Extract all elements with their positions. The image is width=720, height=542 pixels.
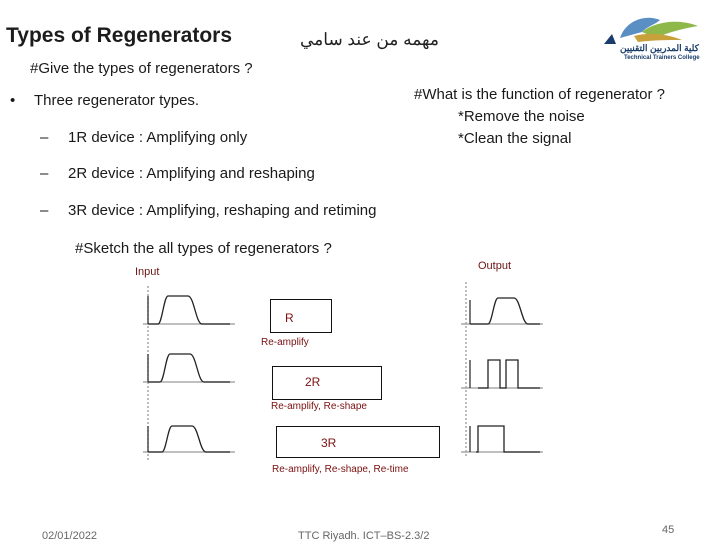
college-logo bbox=[598, 10, 706, 66]
regen-label-r: R bbox=[285, 311, 294, 325]
bullet-text: Three regenerator types. bbox=[34, 92, 200, 109]
regen-box-3r bbox=[276, 426, 440, 458]
footer-date: 02/01/2022 bbox=[42, 530, 98, 542]
answer-remove-noise: *Remove the noise bbox=[458, 108, 585, 125]
output-label: Output bbox=[478, 260, 512, 272]
question-function: #What is the function of regenerator ? bbox=[414, 86, 665, 103]
regen-box-r bbox=[270, 299, 332, 333]
dash-marker: – bbox=[40, 129, 49, 146]
regen-label-3r: 3R bbox=[321, 436, 337, 450]
type-item-3r bbox=[40, 202, 377, 219]
caption-2r: Re-amplify, Re-shape bbox=[271, 401, 367, 412]
caption-r: Re-amplify bbox=[261, 337, 309, 348]
arabic-note: مهمه من عند سامي bbox=[300, 30, 439, 49]
logo-arabic-text: كلية المدربين التقنيين bbox=[620, 43, 699, 53]
slide-title: Types of Regenerators bbox=[6, 24, 233, 47]
page-number: 45 bbox=[662, 524, 675, 536]
question-sketch: #Sketch the all types of regenerators ? bbox=[75, 240, 332, 257]
input-label: Input bbox=[135, 266, 160, 278]
type-text: 1R device : Amplifying only bbox=[68, 129, 248, 146]
logo-english-text: Technical Trainers College bbox=[624, 55, 700, 61]
type-text: 3R device : Amplifying, reshaping and retiming bbox=[68, 202, 377, 219]
regen-label-2r: 2R bbox=[305, 375, 321, 389]
footer-center: TTC Riyadh. ICT–BS-2.3/2 bbox=[298, 530, 430, 542]
type-text: 2R device : Amplifying and reshaping bbox=[68, 165, 315, 182]
type-item-1r bbox=[40, 129, 247, 146]
question-types: #Give the types of regenerators ? bbox=[30, 60, 253, 77]
answer-clean-signal: *Clean the signal bbox=[458, 130, 572, 147]
caption-3r: Re-amplify, Re-shape, Re-time bbox=[272, 464, 409, 475]
output-waveforms bbox=[458, 280, 548, 460]
type-item-2r bbox=[40, 165, 315, 182]
input-waveforms bbox=[140, 284, 240, 464]
dash-marker: – bbox=[40, 165, 49, 182]
bullet-marker: • bbox=[10, 92, 16, 109]
regen-box-2r bbox=[272, 366, 382, 400]
dash-marker: – bbox=[40, 202, 49, 219]
